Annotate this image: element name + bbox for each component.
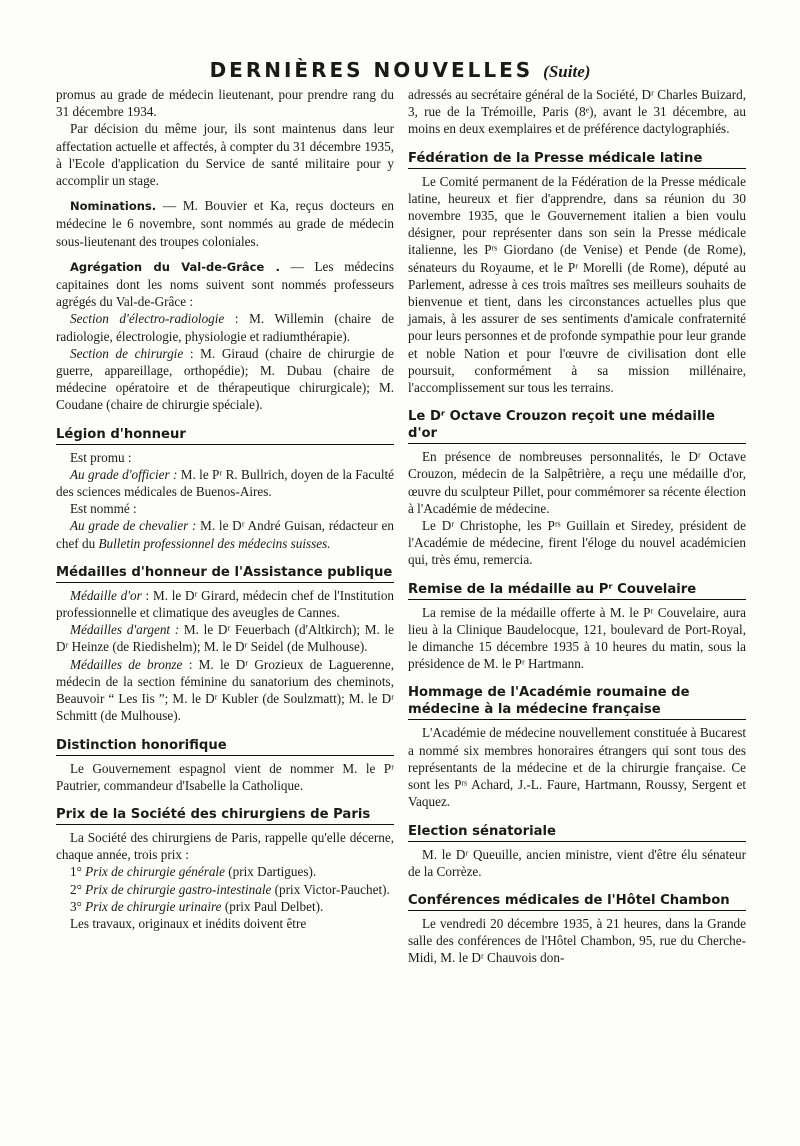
legion-officier-text: M. le Pʳ R. Bullrich, doyen de la Faculté des sciences médicales de Buenos-Aires. (56, 466, 395, 500)
electro-label: Section d'électro-radiologie (70, 311, 225, 327)
legion-chevalier-text: M. le Dʳ André Guisan, rédacteur en chef du (56, 518, 394, 551)
prix-1-item (56, 863, 394, 880)
electro-paragraph (56, 310, 394, 344)
prix-3-item (56, 898, 394, 915)
medaille-argent-paragraph (56, 621, 394, 655)
prix-3-label: Prix de chirurgie urinaire (85, 898, 222, 914)
prix-2-label: Prix de chirurgie gastro-intestinale (85, 881, 272, 897)
legion-heading: Légion d'honneur (56, 426, 394, 445)
intro-paragraph-2: Par décision du même jour, ils sont maintenus dans leur affectation actuelle et affectés, à compter du 31 décembre 1935, à l'Ecole d'application du Service de santé militaire pour y accomplir un stage. (56, 121, 394, 189)
title-suite: (Suite) (543, 62, 591, 81)
prix-2-text: (prix Victor-Pauchet). (271, 881, 390, 897)
legion-chevalier-paragraph (56, 517, 394, 551)
crouzon-paragraph-2: Le Dʳ Christophe, les Pʳˢ Guillain et Siredey, président de l'Académie de médecine, firent l'éloge du nouvel académicien qui, très ému, remercia. (408, 518, 746, 568)
medaille-bronze-text: : M. le Dʳ Grozieux de Laguerenne, médecin de la section féminine du sanatorium des cheminots, Beauvoir “ Les Iis ”; M. le Dʳ Kubler (de Soulzmatt); M. le Dʳ Schmitt (de Mulhouse). (56, 656, 395, 724)
agregation-label: Agrégation du Val-de-Grâce . (70, 259, 281, 274)
prix-3-number: 3° (70, 898, 82, 914)
legion-officier-paragraph (56, 466, 394, 500)
left-column (56, 86, 394, 932)
prix-2-item (56, 881, 394, 898)
distinction-paragraph: Le Gouvernement espagnol vient de nommer M. le Pʳ Pautrier, commandeur d'Isabelle la Catholique. (56, 760, 394, 793)
roumaine-heading: Hommage de l'Académie roumaine de médecine à la médecine française (408, 684, 746, 720)
couvelaire-heading: Remise de la médaille au Pʳ Couvelaire (408, 581, 746, 600)
medaille-bronze-label: Médailles de bronze (70, 656, 183, 672)
couvelaire-paragraph: La remise de la médaille offerte à M. le Pʳ Couvelaire, aura lieu à la Clinique Baudelocque, 121, boulevard de Port-Royal, le dimanche 15 décembre 1935 à 10 heures du matin, sous la présidence de M. le Pʳ Hartmann. (408, 604, 746, 672)
prix-end: Les travaux, originaux et inédits doivent être (70, 915, 307, 931)
prix-3-text: (prix Paul Delbet). (221, 898, 324, 914)
roumaine-paragraph: L'Académie de médecine nouvellement constituée à Bucarest a nommé six membres honoraires étrangers qui sont tous des représentants de la médecine et de la chirurgie française. Ce sont les Pʳˢ Achard, J.-L. Faure, Hartmann, Roussy, Sergent et Vaquez. (408, 725, 746, 810)
legion-bulletin-title: Bulletin professionnel des médecins suisses. (98, 535, 331, 551)
presse-paragraph: Le Comité permanent de la Fédération de la Presse médicale latine, heureux et fier d'apprendre, dans sa réunion du 30 novembre 1935, que le Gouvernement italien a bien voulu désigner, pour représenter dans son sein la Presse médicale italienne, les Pʳˢ Giordano (de Venise) et Pende (de Rome), sénateurs du Royaume, et le Pʳ Morelli (de Rome), député au Parlement, adresse à ces trois maîtres ses meilleurs souhaits de bienvenue et tient, dans les circonstances actuelles plus que jamais, à les assurer de ses sentiments d'amicale confraternité pour leurs personnes et de profonde sympathie pour leur grande et noble Nation et pour l'œuvre de civilisation dont elle poursuit, conformément à sa mission millénaire, l'accomplissement sur tous les terrains. (408, 173, 746, 396)
prix-intro: La Société des chirurgiens de Paris, rappelle qu'elle décerne, chaque année, trois prix : (56, 829, 394, 863)
chirurgie-paragraph (56, 345, 394, 414)
nominations-text: — M. Bouvier et Ka, reçus docteurs en médecine le 6 novembre, sont nommés au grade de médecin sous-lieutenant des troupes coloniales. (56, 198, 394, 249)
title-text: DERNIÈRES NOUVELLES (209, 58, 534, 82)
distinction-heading: Distinction honorifique (56, 737, 394, 756)
medaille-or-text: : M. le Dʳ Girard, médecin chef de l'Institution professionnelle et climatique des aveugles de Cannes. (56, 587, 395, 621)
election-heading: Election sénatoriale (408, 823, 746, 842)
chambon-heading: Conférences médicales de l'Hôtel Chambon (408, 892, 746, 911)
chirurgie-text: : M. Giraud (chaire de chirurgie de guerre, appareillage, orthopédie); M. Dubau (chaire de médecine opératoire et de thérapeutique chirurgicale); M. Coudane (chaire de chirurgie spéciale). (56, 345, 394, 413)
crouzon-paragraph-1: En présence de nombreuses personnalités, le Dʳ Octave Crouzon, médecin de la Salpêtrière, a reçu une médaille d'or, œuvre du sculpteur Pillet, pour commémorer sa récente élection à l'Académie de médecine. (408, 449, 746, 516)
legion-nomme: Est nommé : (70, 501, 137, 517)
agregation-text: — Les médecins capitaines dont les noms suivent sont nommés professeurs agrégés du Val-de-Grâce : (56, 258, 394, 310)
page-title (0, 58, 800, 82)
crouzon-heading: Le Dʳ Octave Crouzon reçoit une médaille d'or (408, 408, 746, 444)
chirurgie-label: Section de chirurgie (70, 345, 184, 361)
nominations-paragraph (56, 197, 394, 250)
agregation-paragraph (56, 258, 394, 311)
continuation-paragraph: adressés au secrétaire général de la Société, Dʳ Charles Buizard, 3, rue de la Trémoille, Paris (8ᵉ), avant le 31 décembre, au moins en deux exemplaires et de préférence dactylographiés. (408, 87, 746, 137)
electro-text: : M. Willemin (chaire de radiologie, électrologie, physiologie et radiumthérapie). (56, 311, 394, 344)
medaille-or-label: Médaille d'or (70, 587, 142, 603)
chambon-paragraph: Le vendredi 20 décembre 1935, à 21 heures, dans la Grande salle des conférences de l'Hôtel Chambon, 95, rue du Cherche-Midi, M. le Dʳ Chauvois don- (408, 915, 746, 966)
intro-paragraph-1: promus au grade de médecin lieutenant, pour prendre rang du 31 décembre 1934. (56, 87, 394, 120)
legion-promu: Est promu : (70, 449, 132, 465)
medaille-argent-text: M. le Dʳ Feuerbach (d'Altkirch); M. le Dʳ Heinze (de Riedishelm); M. le Dʳ Seidel (de Mulhouse). (56, 622, 394, 655)
right-column (408, 86, 746, 967)
election-paragraph: M. le Dʳ Queuille, ancien ministre, vient d'être élu sénateur de la Corrèze. (408, 846, 746, 879)
medaille-bronze-paragraph (56, 656, 394, 725)
legion-chevalier-label: Au grade de chevalier : (70, 518, 197, 534)
presse-heading: Fédération de la Presse médicale latine (408, 150, 746, 169)
nominations-label: Nominations. (70, 199, 157, 214)
prix-1-number: 1° (70, 864, 82, 880)
prix-heading: Prix de la Société des chirurgiens de Paris (56, 806, 394, 825)
prix-1-label: Prix de chirurgie générale (85, 864, 225, 880)
legion-officier-label: Au grade d'officier : (70, 466, 178, 482)
medaille-or-paragraph (56, 587, 394, 621)
medaille-argent-label: Médailles d'argent : (70, 622, 180, 638)
assistance-heading: Médailles d'honneur de l'Assistance publique (56, 564, 394, 583)
prix-1-text: (prix Dartigues). (224, 864, 317, 880)
prix-2-number: 2° (70, 881, 82, 897)
